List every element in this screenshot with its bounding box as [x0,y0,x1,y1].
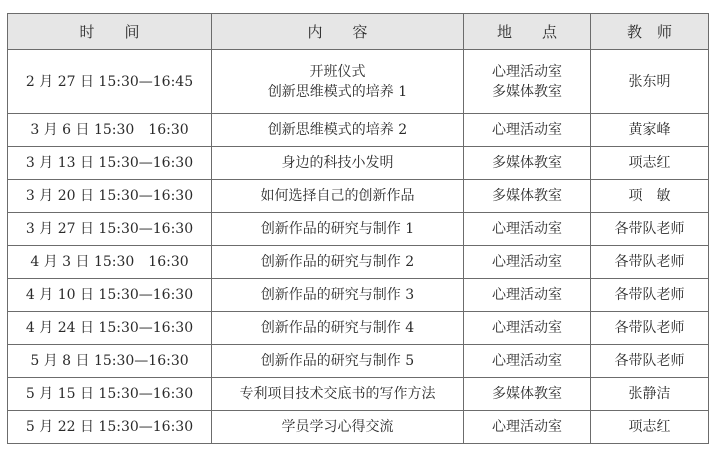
cell-time: 5 月 8 日 15:30—16:30 [8,345,212,378]
table-row [8,114,709,147]
cell-content: 创新作品的研究与制作 1 [212,213,464,246]
cell-time: 4 月 10 日 15:30—16:30 [8,279,212,312]
table-row [8,246,709,279]
schedule-table-wrapper [7,13,708,444]
table-row [8,213,709,246]
table-row [8,147,709,180]
cell-place: 心理活动室 [464,279,591,312]
cell-place: 心理活动室 [464,312,591,345]
cell-content [212,50,464,114]
cell-content: 创新作品的研究与制作 3 [212,279,464,312]
table-row [8,378,709,411]
cell-place-line: 心理活动室 [492,63,562,80]
cell-content: 如何选择自己的创新作品 [212,180,464,213]
cell-time: 3 月 27 日 15:30—16:30 [8,213,212,246]
cell-teacher: 项志红 [591,147,709,180]
table-row [8,345,709,378]
cell-teacher: 项志红 [591,411,709,444]
cell-place: 心理活动室 [464,411,591,444]
header-place: 地 点 [464,14,591,50]
table-row [8,180,709,213]
cell-content: 专利项目技术交底书的写作方法 [212,378,464,411]
table-row [8,50,709,114]
cell-teacher: 张静洁 [591,378,709,411]
cell-teacher: 黄家峰 [591,114,709,147]
cell-place [464,50,591,114]
cell-time: 3 月 13 日 15:30—16:30 [8,147,212,180]
header-teacher: 教 师 [591,14,709,50]
cell-content-line: 创新思维模式的培养 1 [267,83,408,100]
schedule-table [7,13,709,444]
cell-teacher: 项 敏 [591,180,709,213]
cell-time: 5 月 22 日 15:30—16:30 [8,411,212,444]
cell-time: 3 月 20 日 15:30—16:30 [8,180,212,213]
cell-content-line: 开班仪式 [309,63,366,80]
cell-place: 多媒体教室 [464,147,591,180]
cell-teacher: 各带队老师 [591,213,709,246]
table-header-row [8,14,709,50]
cell-place: 心理活动室 [464,246,591,279]
cell-content: 身边的科技小发明 [212,147,464,180]
cell-teacher: 各带队老师 [591,246,709,279]
cell-content: 创新作品的研究与制作 5 [212,345,464,378]
cell-place: 多媒体教室 [464,180,591,213]
table-row [8,411,709,444]
cell-teacher: 张东明 [591,50,709,114]
cell-time: 2 月 27 日 15:30—16:45 [8,50,212,114]
cell-content: 学员学习心得交流 [212,411,464,444]
cell-content: 创新作品的研究与制作 4 [212,312,464,345]
cell-teacher: 各带队老师 [591,279,709,312]
cell-place: 心理活动室 [464,114,591,147]
cell-place: 多媒体教室 [464,378,591,411]
cell-place: 心理活动室 [464,345,591,378]
cell-time: 5 月 15 日 15:30—16:30 [8,378,212,411]
cell-time: 3 月 6 日 15:30 16:30 [8,114,212,147]
cell-time: 4 月 24 日 15:30—16:30 [8,312,212,345]
cell-teacher: 各带队老师 [591,345,709,378]
cell-content: 创新作品的研究与制作 2 [212,246,464,279]
cell-place-line: 多媒体教室 [492,83,562,100]
cell-content: 创新思维模式的培养 2 [212,114,464,147]
header-time: 时 间 [8,14,212,50]
cell-place: 心理活动室 [464,213,591,246]
table-row [8,312,709,345]
cell-teacher: 各带队老师 [591,312,709,345]
table-row [8,279,709,312]
header-content: 内 容 [212,14,464,50]
cell-time: 4 月 3 日 15:30 16:30 [8,246,212,279]
